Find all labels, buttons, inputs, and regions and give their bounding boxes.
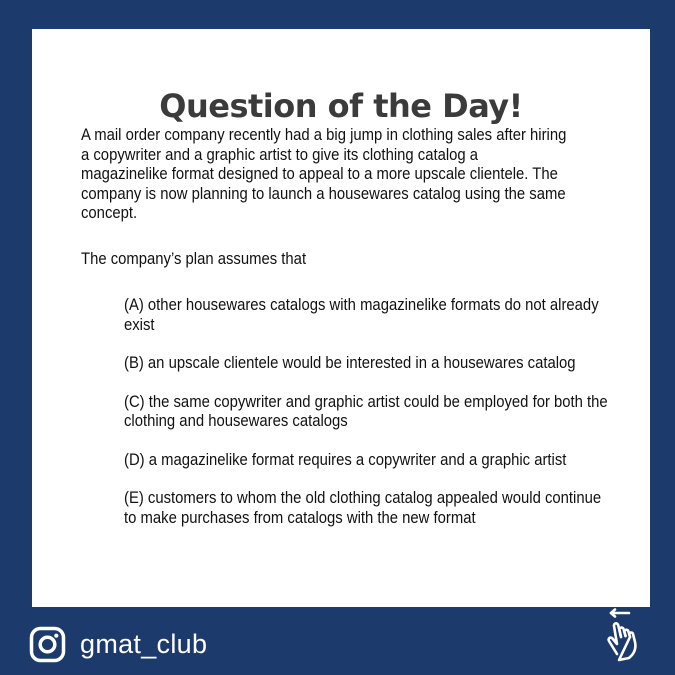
- page-title: Question of the Day!: [159, 87, 523, 125]
- option-a: (A) other housewares catalogs with magazinelike formats do not already exist: [124, 296, 599, 334]
- question-stem: A mail order company recently had a big jump in clothing sales after hiring a copywriter and a graphic artist to give its clothing catalog a magazinelike format designed to appeal to a more upscale clientele. The company is now planning to launch a housewares catalog using the same concept.: [81, 126, 567, 222]
- option-b: (B) an upscale clientele would be interested in a housewares catalog: [124, 354, 576, 372]
- question-prompt: The company’s plan assumes that: [81, 249, 307, 268]
- option-d: (D) a magazinelike format requires a copywriter and a graphic artist: [124, 450, 567, 469]
- question-card: [32, 29, 650, 607]
- swipe-left-hand-icon: [597, 608, 647, 664]
- instagram-handle[interactable]: gmat_club: [80, 629, 208, 659]
- instagram-icon[interactable]: [29, 626, 66, 663]
- answer-options: [124, 296, 617, 547]
- question-body: [81, 126, 567, 269]
- option-e: (E) customers to whom the old clothing catalog appealed would continue to make purchases from catalogs with the new format: [124, 489, 602, 527]
- option-c: (C) the same copywriter and graphic artist could be employed for both the clothing and housewares catalogs: [124, 392, 608, 430]
